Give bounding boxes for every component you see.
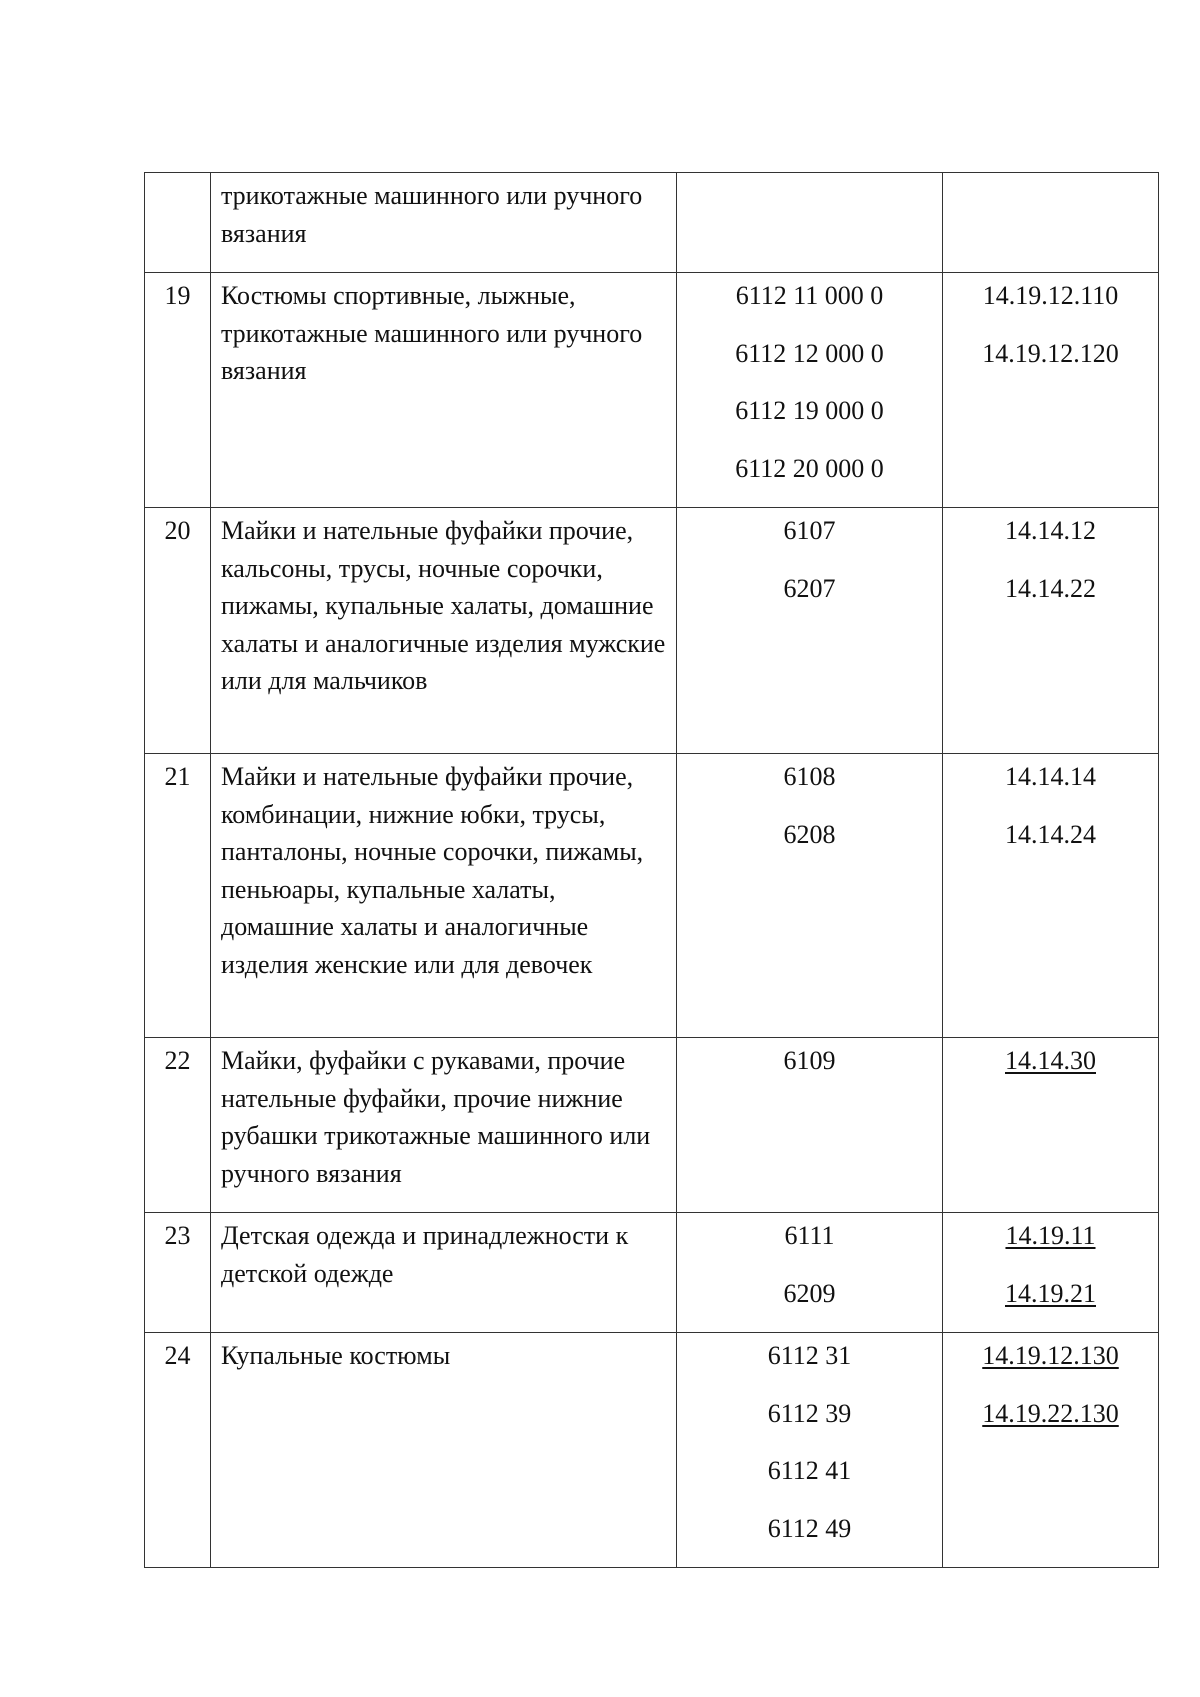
tnved-code: 6209 [783,1278,836,1308]
tnved-code: 6112 11 000 0 [735,281,884,310]
row-number: 23 [145,1213,211,1333]
row-number: 20 [145,508,211,754]
tnved-code: 6208 [783,819,836,849]
tnved-code: 6112 19 000 0 [735,396,884,425]
table-row [145,1213,1159,1333]
okpd-code: 14.19.11 [1005,1221,1096,1250]
okpd-code: 14.14.14 [1005,762,1096,791]
tnved-code: 6112 12 000 0 [735,338,884,368]
okpd-code: 14.14.22 [1005,573,1096,603]
okpd-code: 14.19.12.120 [982,338,1119,368]
okpd-code: 14.19.22.130 [982,1398,1119,1428]
tnved-code: 6207 [783,573,836,603]
tnved-code: 6108 [783,762,836,791]
okpd-codes [943,1333,1159,1568]
tnved-code: 6112 49 [767,1513,852,1543]
tnved-codes [677,1333,943,1568]
row-number [145,173,211,273]
product-name: Детская одежда и принадлежности к детской одежде [211,1213,677,1333]
table-row [145,1333,1159,1568]
tnved-code: 6112 20 000 0 [735,453,884,483]
product-name: Майки, фуфайки с рукавами, прочие нательные фуфайки, прочие нижние рубашки трикотажные машинного или ручного вязания [211,1038,677,1213]
product-name: Купальные костюмы [211,1333,677,1568]
okpd-code: 14.14.24 [1005,819,1096,849]
table-row [145,1038,1159,1213]
tnved-code: 6109 [783,1046,836,1075]
okpd-code: 14.14.30 [1005,1046,1096,1075]
tnved-codes [677,754,943,1038]
tnved-codes [677,508,943,754]
product-code-table [144,172,1159,1568]
tnved-code: 6112 31 [767,1341,852,1370]
row-number: 22 [145,1038,211,1213]
tnved-code: 6112 41 [767,1456,852,1485]
table-row [145,273,1159,508]
product-name: трикотажные машинного или ручного вязания [211,173,677,273]
table-row [145,173,1159,273]
row-number: 21 [145,754,211,1038]
okpd-codes [943,173,1159,273]
tnved-codes [677,1038,943,1213]
product-name: Костюмы спортивные, лыжные, трикотажные машинного или ручного вязания [211,273,677,508]
tnved-code: 6107 [783,516,836,545]
product-name: Майки и нательные фуфайки прочие, комбинации, нижние юбки, трусы, панталоны, ночные сорочки, пижамы, пеньюары, купальные халаты, домашние халаты и аналогичные изделия женские или для девочек [211,754,677,1038]
okpd-codes [943,754,1159,1038]
okpd-code: 14.19.12.130 [982,1341,1119,1370]
tnved-codes [677,173,943,273]
okpd-codes [943,1038,1159,1213]
tnved-codes [677,1213,943,1333]
table-row [145,508,1159,754]
okpd-code: 14.14.12 [1005,516,1096,545]
okpd-codes [943,273,1159,508]
okpd-code: 14.19.12.110 [982,281,1119,310]
table-row [145,754,1159,1038]
tnved-code: 6111 [784,1221,835,1250]
row-number: 19 [145,273,211,508]
product-name: Майки и нательные фуфайки прочие, кальсоны, трусы, ночные сорочки, пижамы, купальные халаты, домашние халаты и аналогичные изделия мужские или для мальчиков [211,508,677,754]
tnved-codes [677,273,943,508]
tnved-code: 6112 39 [767,1398,852,1428]
row-number: 24 [145,1333,211,1568]
okpd-codes [943,1213,1159,1333]
okpd-code: 14.19.21 [1005,1278,1096,1308]
okpd-codes [943,508,1159,754]
